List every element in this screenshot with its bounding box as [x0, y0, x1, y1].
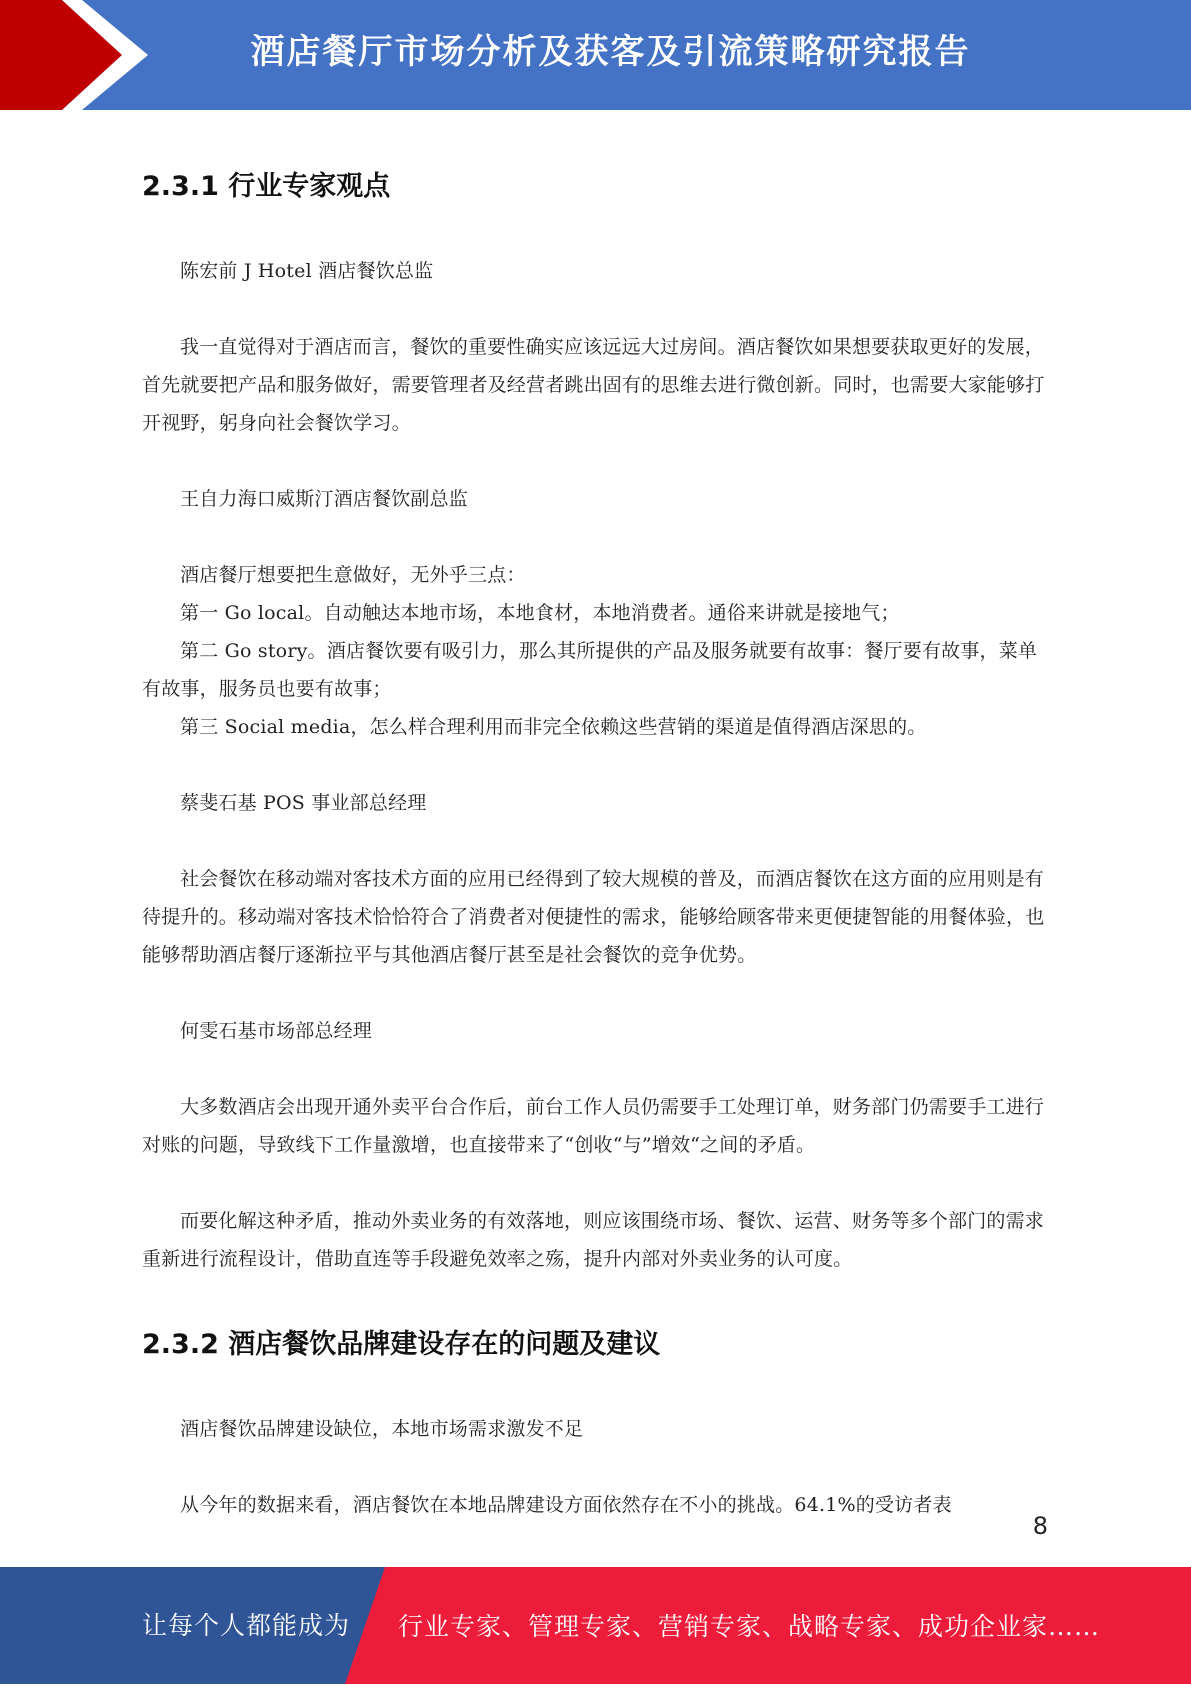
document-body — [142, 160, 1047, 1524]
section-heading-2-3-2: 2.3.2 酒店餐饮品牌建设存在的问题及建议 — [142, 1329, 661, 1360]
expert-quote: 社会餐饮在移动端对客技术方面的应用已经得到了较大规模的普及，而酒店餐饮在这方面的应用则是有待提升的。移动端对客技术恰恰符合了消费者对便捷性的需求，能够给顾客带来更便捷智能的用餐体验，也能够帮助酒店餐厅逐渐拉平与其他酒店餐厅甚至是社会餐饮的竞争优势。 — [142, 868, 1045, 966]
expert-name: 何雯石基市场部总经理 — [180, 1020, 373, 1042]
page-footer — [0, 1567, 1191, 1684]
report-title: 酒店餐厅市场分析及获客及引流策略研究报告 — [250, 32, 971, 72]
expert-quote: 第二 Go story。酒店餐饮要有吸引力，那么其所提供的产品及服务就要有故事：餐厅要有故事，菜单有故事，服务员也要有故事； — [142, 640, 1038, 700]
expert-quote: 第一 Go local。自动触达本地市场，本地食材，本地消费者。通俗来讲就是接地气； — [180, 602, 900, 624]
expert-name: 王自力海口威斯汀酒店餐饮副总监 — [180, 488, 469, 510]
expert-name: 蔡斐石基 POS 事业部总经理 — [180, 792, 427, 814]
expert-quote: 我一直觉得对于酒店而言，餐饮的重要性确实应该远远大过房间。酒店餐饮如果想要获取更好的发展，首先就要把产品和服务做好，需要管理者及经营者跳出固有的思维去进行微创新。同时，也需要大家能够打开视野，躬身向社会餐饮学习。 — [142, 336, 1045, 434]
page-number: 8 — [1032, 1512, 1048, 1540]
body-paragraph: 从今年的数据来看，酒店餐饮在本地品牌建设方面依然存在不小的挑战。64.1%的受访者表 — [180, 1494, 952, 1516]
subheading: 酒店餐饮品牌建设缺位，本地市场需求激发不足 — [180, 1418, 584, 1440]
section-heading-2-3-1: 2.3.1 行业专家观点 — [142, 171, 391, 202]
page-header — [0, 0, 1191, 110]
expert-quote: 而要化解这种矛盾，推动外卖业务的有效落地，则应该围绕市场、餐饮、运营、财务等多个部门的需求重新进行流程设计，借助直连等手段避免效率之殇，提升内部对外卖业务的认可度。 — [142, 1210, 1045, 1270]
expert-quote: 第三 Social media，怎么样合理利用而非完全依赖这些营销的渠道是值得酒店深思的。 — [180, 716, 927, 738]
footer-slogan-left: 让每个人都能成为 — [142, 1611, 351, 1640]
expert-name: 陈宏前 J Hotel 酒店餐饮总监 — [180, 260, 434, 282]
expert-quote: 大多数酒店会出现开通外卖平台合作后，前台工作人员仍需要手工处理订单，财务部门仍需要手工进行对账的问题，导致线下工作量激增，也直接带来了“创收“与”增效“之间的矛盾。 — [142, 1096, 1045, 1156]
expert-quote: 酒店餐厅想要把生意做好，无外乎三点： — [180, 564, 526, 586]
header-arrow-decoration — [0, 0, 160, 110]
footer-slogan-right: 行业专家、管理专家、营销专家、战略专家、成功企业家…… — [398, 1612, 1101, 1641]
